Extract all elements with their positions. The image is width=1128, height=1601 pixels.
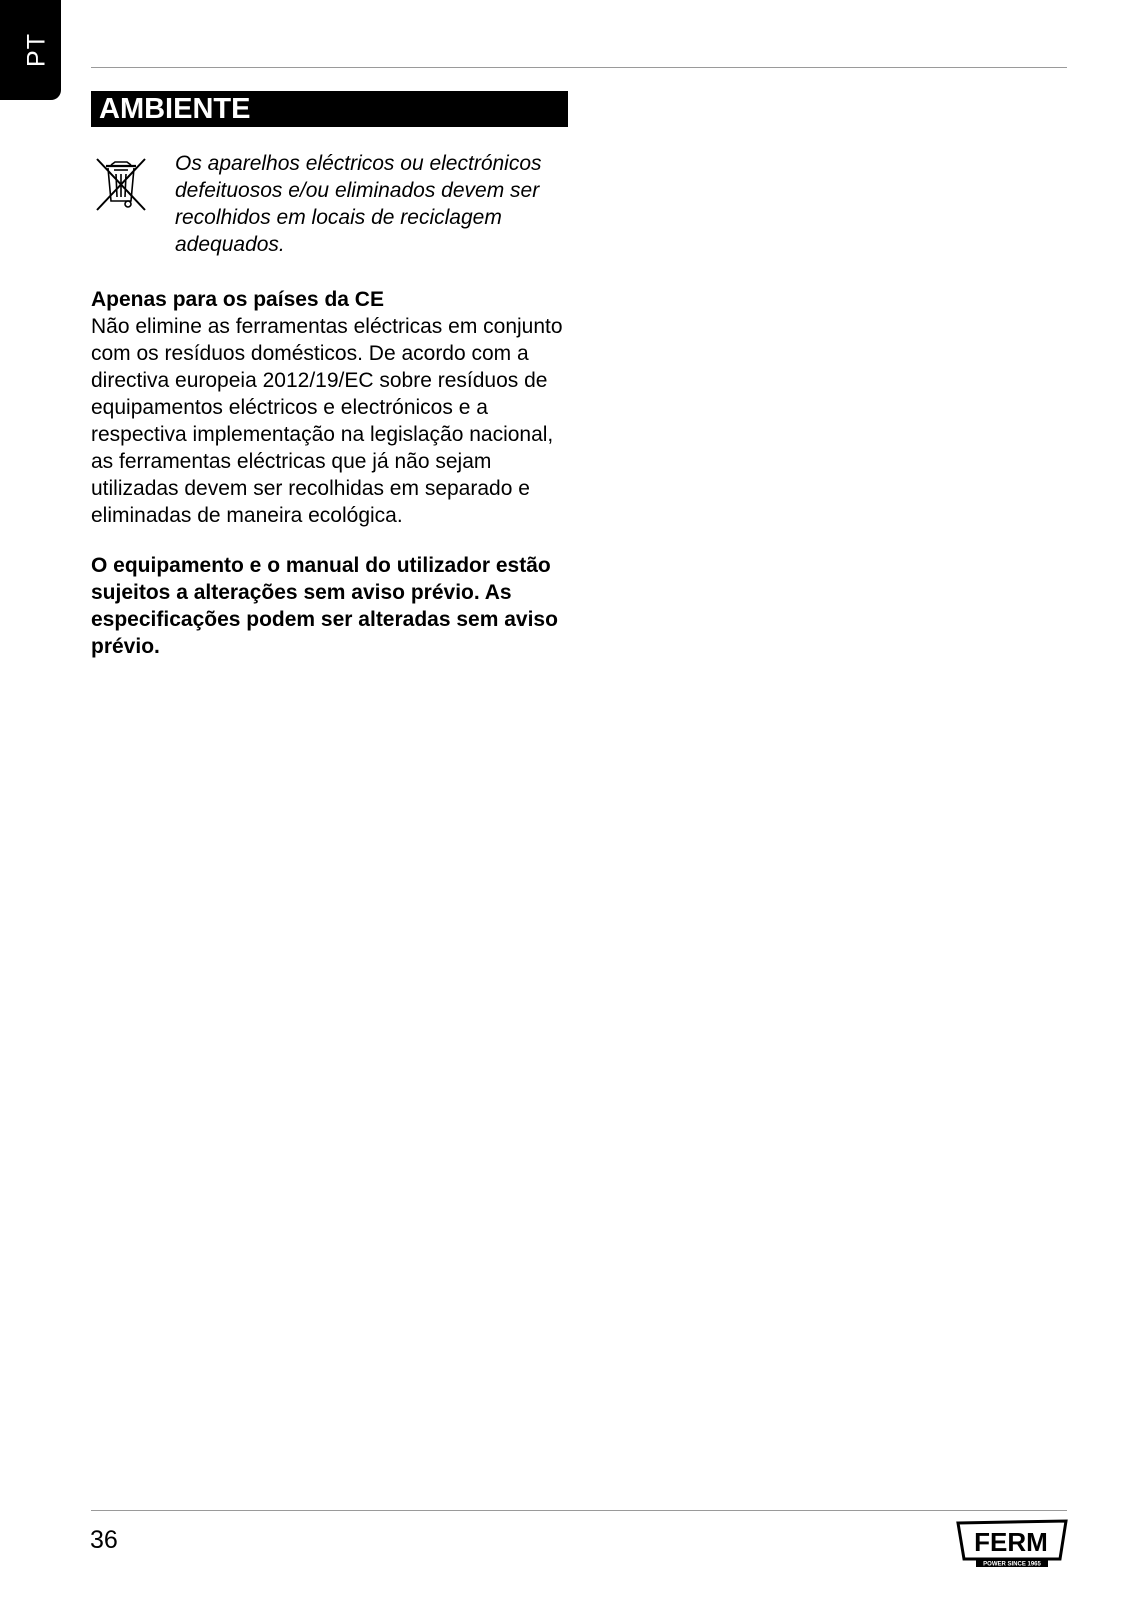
language-code: PT bbox=[22, 33, 51, 67]
bottom-divider bbox=[91, 1510, 1067, 1511]
top-divider bbox=[91, 67, 1067, 68]
eu-countries-heading: Apenas para os países da CE bbox=[91, 288, 384, 311]
weee-disposal-text: Os aparelhos eléctricos ou electrónicos defeituosos e/ou eliminados devem ser recolhidos em locais de reciclagem adequados. bbox=[175, 152, 542, 256]
section-title: AMBIENTE bbox=[91, 91, 568, 127]
svg-text:POWER SINCE 1965: POWER SINCE 1965 bbox=[983, 1561, 1041, 1567]
change-notice: O equipamento e o manual do utilizador estão sujeitos a alterações sem aviso prévio. As especificações podem ser alteradas sem aviso prévio. bbox=[91, 554, 558, 658]
crossed-out-wheelie-bin-icon bbox=[94, 157, 148, 213]
language-tab bbox=[0, 0, 61, 100]
eu-countries-body: Não elimine as ferramentas eléctricas em conjunto com os resíduos domésticos. De acordo com a directiva europeia 2012/19/EC sobre resíduos de equipamentos eléctricos e electrónicos e a respectiva implementação na legislação nacional, as ferramentas eléctricas que já não sejam utilizadas devem ser recolhidas em separado e eliminadas de maneira ecológica. bbox=[91, 315, 563, 527]
eu-countries-block bbox=[91, 286, 571, 529]
page-number: 36 bbox=[90, 1526, 118, 1554]
svg-text:FERM: FERM bbox=[974, 1527, 1048, 1557]
ferm-logo bbox=[956, 1519, 1068, 1567]
